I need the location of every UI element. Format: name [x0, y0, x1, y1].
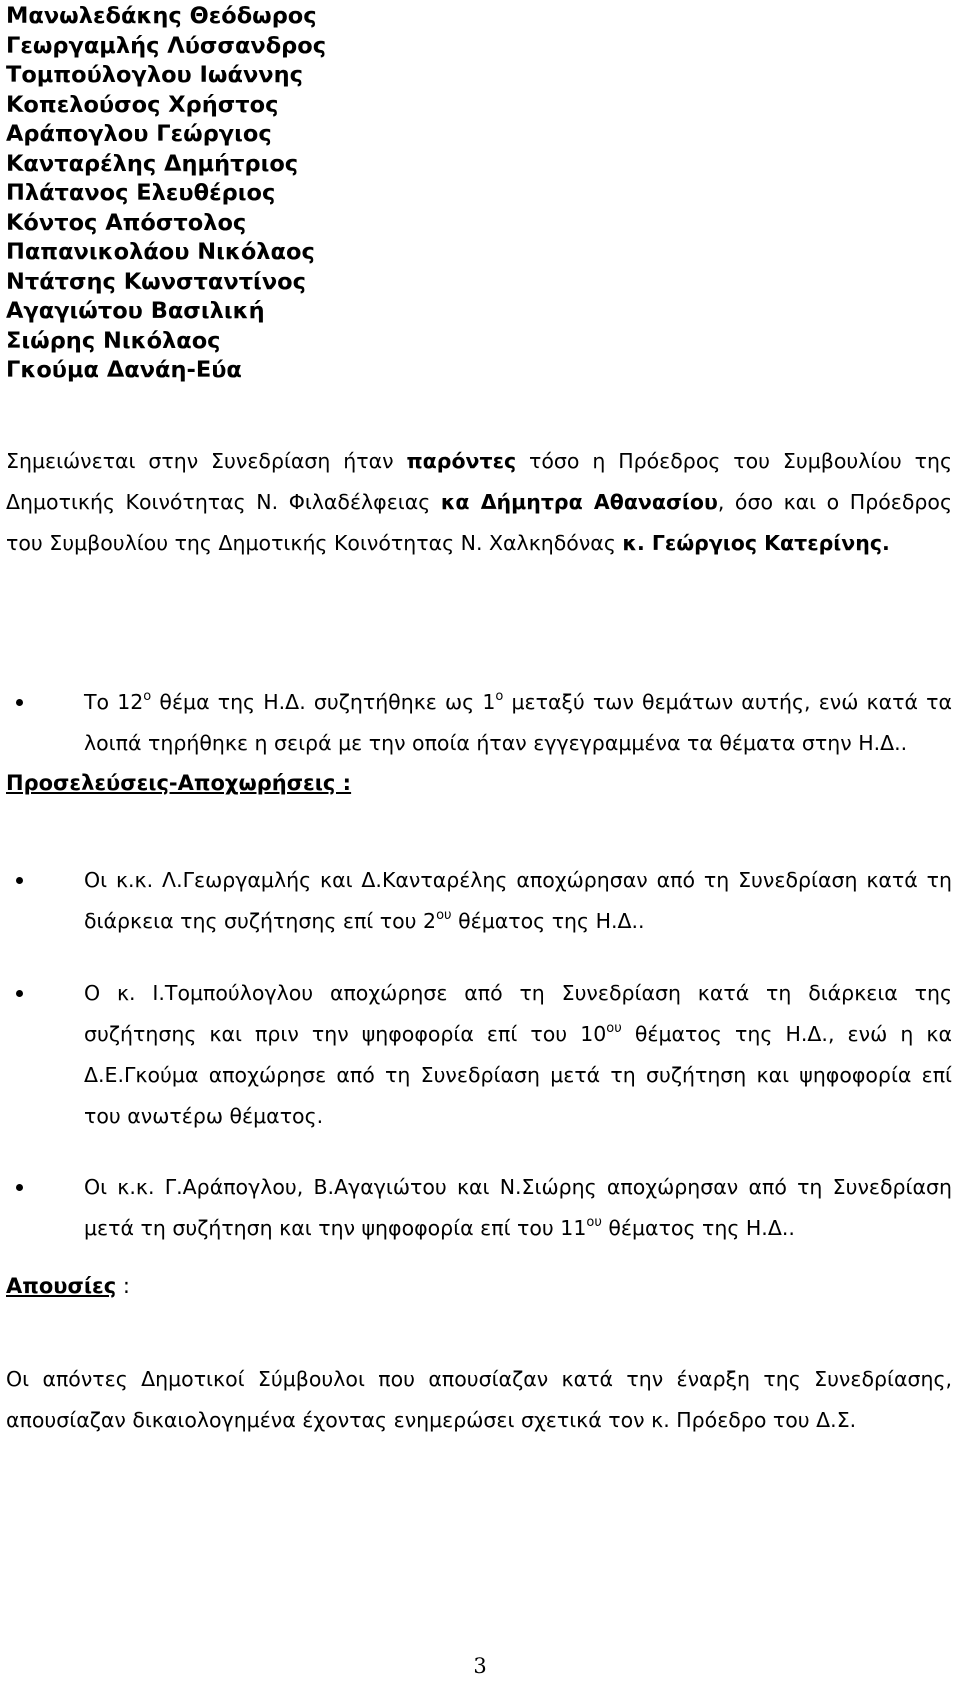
departure-item [6, 860, 952, 942]
page-number: 3 [473, 1654, 487, 1678]
member-name: Κοπελούσος Χρήστος [6, 91, 279, 118]
text-run: Το 12 [84, 690, 144, 714]
bullet-icon [16, 699, 23, 706]
president-name: κ. Γεώργιος Κατερίνης. [622, 531, 890, 555]
member-name: Κανταρέλης Δημήτριος [6, 150, 299, 177]
member-name: Μανωλεδάκης Θεόδωρος [6, 3, 317, 29]
bullet-icon [16, 877, 23, 884]
text-run: Οι κ.κ. Λ.Γεωργαμλής και Δ.Κανταρέλης αποχώρησαν από τη Συνεδρίαση κατά τη διάρκεια της συζήτησης επί του 2 [84, 868, 952, 933]
member-name: Τομπούλογλου Ιωάννης [6, 62, 303, 88]
superscript: ου [586, 1215, 602, 1230]
arrivals-heading: Προσελεύσεις-Αποχωρήσεις : [6, 771, 352, 795]
member-name: Αράπογλου Γεώργιος [6, 121, 272, 147]
presence-text: τόσο η Πρόεδρος του Συμβουλίου της Δημοτικής Κοινότητας Ν. Φιλαδέλφειας [6, 449, 952, 514]
superscript: ου [436, 908, 452, 923]
text-run: θέματος της Η.Δ.. [601, 1216, 795, 1240]
member-name: Ντάτσης Κωνσταντίνος [6, 268, 306, 295]
member-name: Πλάτανος Ελευθέριος [6, 180, 276, 206]
text-run: θέματος της Η.Δ., ενώ η κα Δ.Ε.Γκούμα αποχώρησε από τη Συνεδρίαση μετά τη συζήτηση και ψηφοφορία επί του ανωτέρω θέματος. [84, 1022, 952, 1128]
absences-heading [6, 1271, 130, 1301]
member-name: Γεωργαμλής Λύσσανδρος [6, 32, 327, 59]
departure-text [84, 973, 952, 1137]
topic-note-text [84, 682, 952, 764]
member-name: Κόντος Απόστολος [6, 209, 247, 236]
superscript: ο [495, 689, 504, 704]
superscript: ο [143, 689, 152, 704]
text-run: Οι κ.κ. Γ.Αράπογλου, Β.Αγαγιώτου και Ν.Σιώρης αποχώρησαν από τη Συνεδρίαση μετά τη συζήτηση και την ψηφοφορία επί του 11 [84, 1175, 952, 1240]
bullet-icon [16, 1184, 23, 1191]
bullet-icon [16, 990, 23, 997]
departure-text [84, 1167, 952, 1249]
superscript: ου [606, 1021, 622, 1036]
member-name: Σιώρης Νικόλαος [6, 327, 221, 354]
text-run: Ο κ. Ι.Τομπούλογλου αποχώρησε από τη Συνεδρίαση κατά τη διάρκεια της συζήτησης και πριν την ψηφοφορία επί του 10 [84, 981, 952, 1046]
text-run: θέμα της Η.Δ. συζητήθηκε ως 1 [151, 690, 496, 714]
presence-text: , όσο και ο Πρόεδρος του Συμβουλίου της Δημοτικής Κοινότητας Ν. Χαλκηδόνας [6, 490, 952, 555]
members-list [6, 2, 326, 386]
text-run: θέματος της Η.Δ.. [451, 909, 645, 933]
departure-text [84, 860, 952, 942]
absences-heading-label: Απουσίες [6, 1274, 117, 1298]
member-name: Παπανικολάου Νικόλαος [6, 239, 315, 265]
president-name: κα Δήμητρα Αθανασίου [440, 490, 718, 514]
topic-note-item [6, 682, 952, 764]
member-name: Γκούμα Δανάη-Εύα [6, 357, 242, 383]
absences-paragraph: Οι απόντες Δημοτικοί Σύμβουλοι που απουσίαζαν κατά την έναρξη της Συνεδρίασης, απουσίαζαν δικαιολογημένα έχοντας ενημερώσει σχετικά τον κ. Πρόεδρο του Δ.Σ. [6, 1367, 952, 1432]
presence-bold: παρόντες [406, 449, 517, 473]
presence-paragraph [6, 441, 952, 564]
text-run: μεταξύ των θεμάτων αυτής, ενώ κατά τα λοιπά τηρήθηκε η σειρά με την οποία ήταν εγγεγραμμένα τα θέματα στην Η.Δ.. [84, 690, 952, 755]
member-name: Αγαγιώτου Βασιλική [6, 298, 265, 324]
departure-item [6, 1167, 952, 1249]
absences-heading-suffix: : [116, 1274, 130, 1298]
departure-item [6, 973, 952, 1137]
presence-text: Σημειώνεται στην Συνεδρίαση ήταν [6, 449, 407, 473]
